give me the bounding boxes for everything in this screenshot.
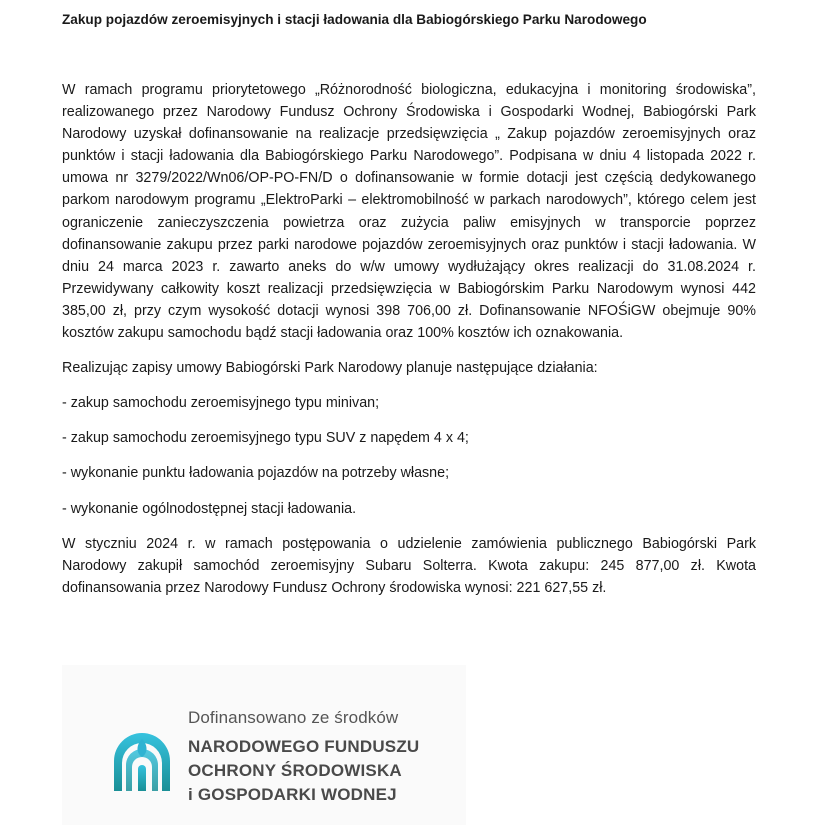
paragraph-purchase: W styczniu 2024 r. w ramach postępowania o udzielenie zamówienia publicznego Babiogórski Park Narodowy zakupił samochód zeroemisyjny Subaru Solterra. Kwota zakupu: 245 877,00 zł. Kwota dofinansowania przez Narodowy Fundusz Ochrony środowiska wynosi: 221 627,55 zł. <box>62 535 756 596</box>
logo-name <box>188 735 419 807</box>
paragraph-intro: W ramach programu priorytetowego „Różnorodność biologiczna, edukacyjna i monitoring środowiska”, realizowanego przez Narodowy Fundusz Ochrony Środowiska i Gospodarki Wodnej, Babiogórski Park Narodowy uzyskał dofinansowanie na realizacje przedsięwzięcia „ Zakup pojazdów zeroemisyjnych oraz punktów i stacji ładowania dla Babiogórskiego Parku Narodowego”. Podpisana w dniu 4 listopada 2022 r. umowa nr 3279/2022/Wn06/OP-PO-FN/D o dofinansowanie w formie dotacji jest częścią dedykowanego parkom narodowym programu „ElektroParki – elektromobilność w parkach narodowych”, którego celem jest ograniczenie zanieczyszczenia powietrza oraz zużycia paliw emisyjnych w transporcie poprzez dofinansowanie zakupu przez parki narodowe pojazdów zeroemisyjnych oraz punktów i stacji ładowania. W dniu 24 marca 2023 r. zawarto aneks do w/w umowy wydłużający okres realizacji do 31.08.2024 r. Przewidywany całkowity koszt realizacji przedsięwzięcia w Babiogórskim Parku Narodowym wynosi 442 385,00 zł, przy czym wysokość dotacji wynosi 398 706,00 zł. Dofinansowanie NFOŚiGW obejmuje 90% kosztów zakupu samochodu bądź stacji ładowania oraz 100% kosztów ich oznakowania. <box>62 82 756 342</box>
logo-subtitle: Dofinansowano ze środków <box>188 708 399 727</box>
list-item: - zakup samochodu zeroemisyjnego typu minivan; <box>62 395 380 412</box>
logo-line: i GOSPODARKI WODNEJ <box>188 785 397 804</box>
logo-line: OCHRONY ŚRODOWISKA <box>188 761 402 780</box>
document-body <box>62 79 756 612</box>
list-item: - wykonanie punktu ładowania pojazdów na potrzeby własne; <box>62 465 450 482</box>
funding-logo <box>62 665 466 825</box>
page-title: Zakup pojazdów zeroemisyjnych i stacji ładowania dla Babiogórskiego Parku Narodowego <box>62 12 647 27</box>
paragraph-plan: Realizując zapisy umowy Babiogórski Park Narodowy planuje następujące działania: <box>62 360 598 377</box>
list-item: - wykonanie ogólnodostępnej stacji ładowania. <box>62 500 357 517</box>
nfosigw-emblem-icon <box>110 725 174 797</box>
logo-line: NARODOWEGO FUNDUSZU <box>188 737 420 756</box>
list-item: - zakup samochodu zeroemisyjnego typu SUV z napędem 4 x 4; <box>62 430 469 447</box>
